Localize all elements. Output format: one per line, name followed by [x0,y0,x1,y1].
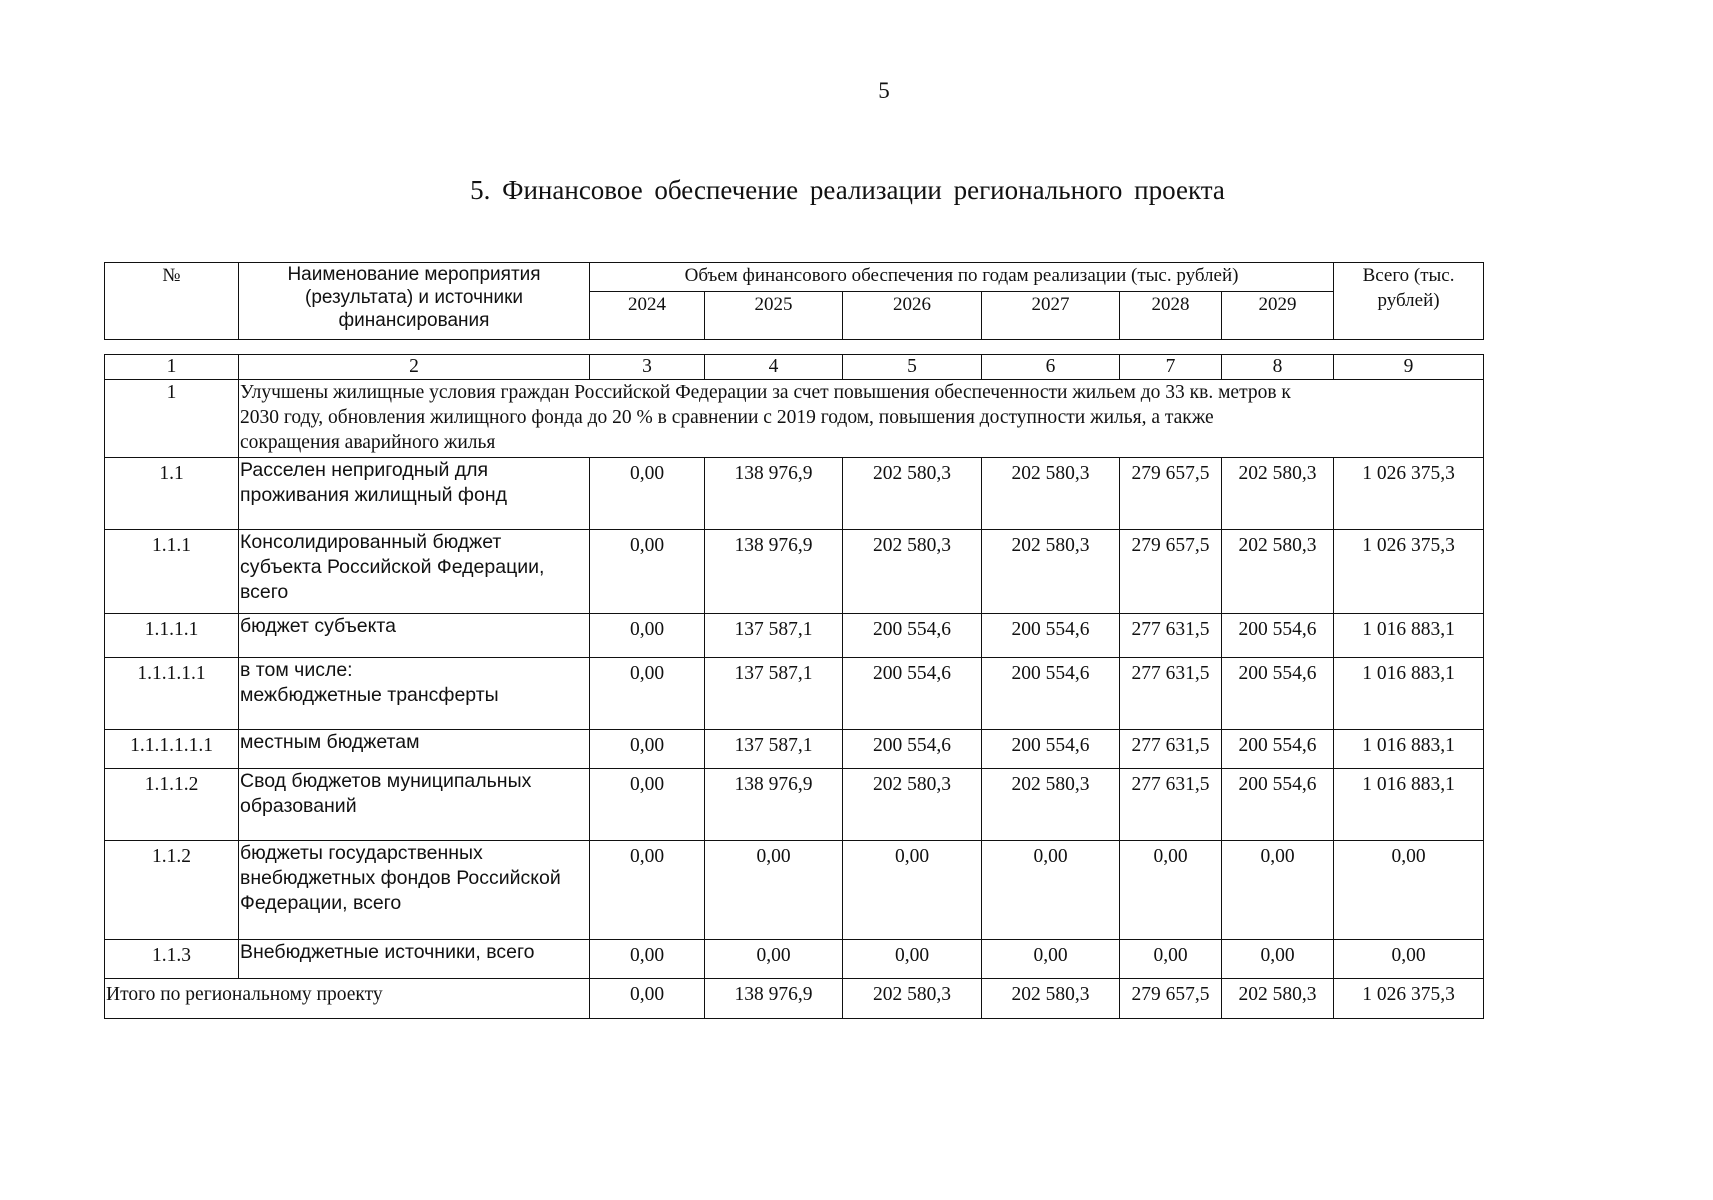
value-2027: 202 580,3 [982,769,1120,841]
header-year: 2024 [590,292,705,340]
row-name [239,530,590,614]
row-number: 1.1.1.1.1 [105,658,239,730]
value-total: 0,00 [1334,841,1484,940]
row-name-line: бюджеты государственных [240,842,483,864]
total-2024: 0,00 [590,979,705,1019]
total-2027: 202 580,3 [982,979,1120,1019]
page-title: 5. Финансовое обеспечение реализации регионального проекта [470,175,1225,205]
value-2027: 202 580,3 [982,530,1120,614]
row-name-line: Консолидированный бюджет [240,531,502,553]
value-2027: 200 554,6 [982,658,1120,730]
value-2026: 200 554,6 [843,730,982,769]
row-name [239,940,590,979]
value-2025: 137 587,1 [705,730,843,769]
value-2026: 0,00 [843,940,982,979]
value-total: 1 016 883,1 [1334,769,1484,841]
column-number: 5 [843,355,982,380]
value-2028: 277 631,5 [1120,614,1222,658]
header-year: 2027 [982,292,1120,340]
column-number: 9 [1334,355,1484,380]
table-row [105,841,1484,940]
column-number: 2 [239,355,590,380]
row-name [239,841,590,940]
value-2024: 0,00 [590,458,705,530]
value-2024: 0,00 [590,614,705,658]
total-2026: 202 580,3 [843,979,982,1019]
value-2028: 277 631,5 [1120,658,1222,730]
table-row [105,458,1484,530]
total-2025: 138 976,9 [705,979,843,1019]
header-col-no: № [105,263,239,340]
header-year: 2025 [705,292,843,340]
column-numbers-row [105,355,1484,380]
row-name-line: бюджет субъекта [240,615,396,637]
value-2028: 277 631,5 [1120,769,1222,841]
header-col-total-line1: Всего (тыс. [1362,265,1455,286]
row-name-line: всего [240,581,289,603]
row-name-line: местным бюджетам [240,731,420,753]
column-number: 6 [982,355,1120,380]
value-2025: 138 976,9 [705,769,843,841]
value-2024: 0,00 [590,530,705,614]
value-2027: 202 580,3 [982,458,1120,530]
value-2024: 0,00 [590,841,705,940]
row-number: 1.1.1.2 [105,769,239,841]
row-name [239,769,590,841]
row-number: 1.1.2 [105,841,239,940]
column-number: 8 [1222,355,1334,380]
value-2027: 0,00 [982,940,1120,979]
value-2026: 200 554,6 [843,614,982,658]
row-number: 1.1.1.1 [105,614,239,658]
header-col-name-line2: (результата) и источники [305,287,523,308]
goal-text-line2: 2030 году, обновления жилищного фонда до 20 % в сравнении с 2019 годом, повышения доступности жилья, а также [240,407,1214,428]
value-total: 1 026 375,3 [1334,530,1484,614]
goal-no: 1 [105,380,239,458]
goal-text-line1: Улучшены жилищные условия граждан Российской Федерации за счет повышения обеспеченности жильем до 33 кв. метров к [240,382,1291,403]
column-number: 4 [705,355,843,380]
header-col-name-line3: финансирования [338,310,490,331]
goal-row [105,380,1484,458]
value-2025: 0,00 [705,940,843,979]
value-2027: 0,00 [982,841,1120,940]
header-year: 2026 [843,292,982,340]
value-2025: 137 587,1 [705,658,843,730]
row-name-line: внебюджетных фондов Российской [240,867,561,889]
value-2027: 200 554,6 [982,614,1120,658]
row-number: 1.1 [105,458,239,530]
row-name [239,458,590,530]
value-2029: 200 554,6 [1222,614,1334,658]
total-2029: 202 580,3 [1222,979,1334,1019]
row-name [239,614,590,658]
table-row [105,614,1484,658]
value-2028: 279 657,5 [1120,530,1222,614]
row-name-line: Внебюджетные источники, всего [240,941,535,963]
row-name-line: образований [240,795,357,817]
value-2029: 0,00 [1222,940,1334,979]
value-2029: 200 554,6 [1222,769,1334,841]
column-number: 7 [1120,355,1222,380]
value-2024: 0,00 [590,769,705,841]
value-2028: 277 631,5 [1120,730,1222,769]
header-year: 2028 [1120,292,1222,340]
value-total: 1 026 375,3 [1334,458,1484,530]
goal-text-line3: сокращения аварийного жилья [240,432,496,453]
value-2025: 0,00 [705,841,843,940]
goal-text [239,380,1484,458]
value-2029: 200 554,6 [1222,658,1334,730]
financing-table [104,354,1484,1019]
value-2026: 202 580,3 [843,769,982,841]
value-2029: 0,00 [1222,841,1334,940]
table-row [105,769,1484,841]
row-number: 1.1.1.1.1.1 [105,730,239,769]
value-2028: 0,00 [1120,940,1222,979]
total-label: Итого по региональному проекту [105,979,590,1019]
row-name-line: Расселен непригодный для [240,459,489,481]
value-2029: 202 580,3 [1222,530,1334,614]
row-number: 1.1.3 [105,940,239,979]
value-total: 1 016 883,1 [1334,658,1484,730]
value-total: 0,00 [1334,940,1484,979]
header-table [104,262,1484,340]
header-col-total-line2: рублей) [1377,290,1440,311]
header-col-name [239,263,590,340]
column-number: 3 [590,355,705,380]
total-sum: 1 026 375,3 [1334,979,1484,1019]
value-2028: 0,00 [1120,841,1222,940]
value-2029: 202 580,3 [1222,458,1334,530]
value-total: 1 016 883,1 [1334,730,1484,769]
row-name-line: проживания жилищный фонд [240,484,507,506]
value-2025: 137 587,1 [705,614,843,658]
value-2029: 200 554,6 [1222,730,1334,769]
value-2025: 138 976,9 [705,458,843,530]
header-year: 2029 [1222,292,1334,340]
row-name [239,658,590,730]
row-name-line: Федерации, всего [240,892,402,914]
row-name [239,730,590,769]
value-2026: 200 554,6 [843,658,982,730]
value-total: 1 016 883,1 [1334,614,1484,658]
total-2028: 279 657,5 [1120,979,1222,1019]
value-2024: 0,00 [590,658,705,730]
value-2024: 0,00 [590,730,705,769]
row-name-line: межбюджетные трансферты [240,684,499,706]
table-row [105,658,1484,730]
column-number: 1 [105,355,239,380]
header-col-total [1334,263,1484,340]
total-row [105,979,1484,1019]
value-2024: 0,00 [590,940,705,979]
value-2027: 200 554,6 [982,730,1120,769]
row-name-line: в том числе: [240,659,353,681]
value-2026: 202 580,3 [843,458,982,530]
row-name-line: Свод бюджетов муниципальных [240,770,532,792]
table-row [105,940,1484,979]
value-2026: 0,00 [843,841,982,940]
header-col-name-line1: Наименование мероприятия [287,264,541,285]
table-row [105,530,1484,614]
table-row [105,730,1484,769]
header-col-volume: Объем финансового обеспечения по годам реализации (тыс. рублей) [590,263,1334,292]
row-name-line: субъекта Российской Федерации, [240,556,545,578]
value-2025: 138 976,9 [705,530,843,614]
value-2028: 279 657,5 [1120,458,1222,530]
row-number: 1.1.1 [105,530,239,614]
page-number: 5 [878,78,890,103]
value-2026: 202 580,3 [843,530,982,614]
